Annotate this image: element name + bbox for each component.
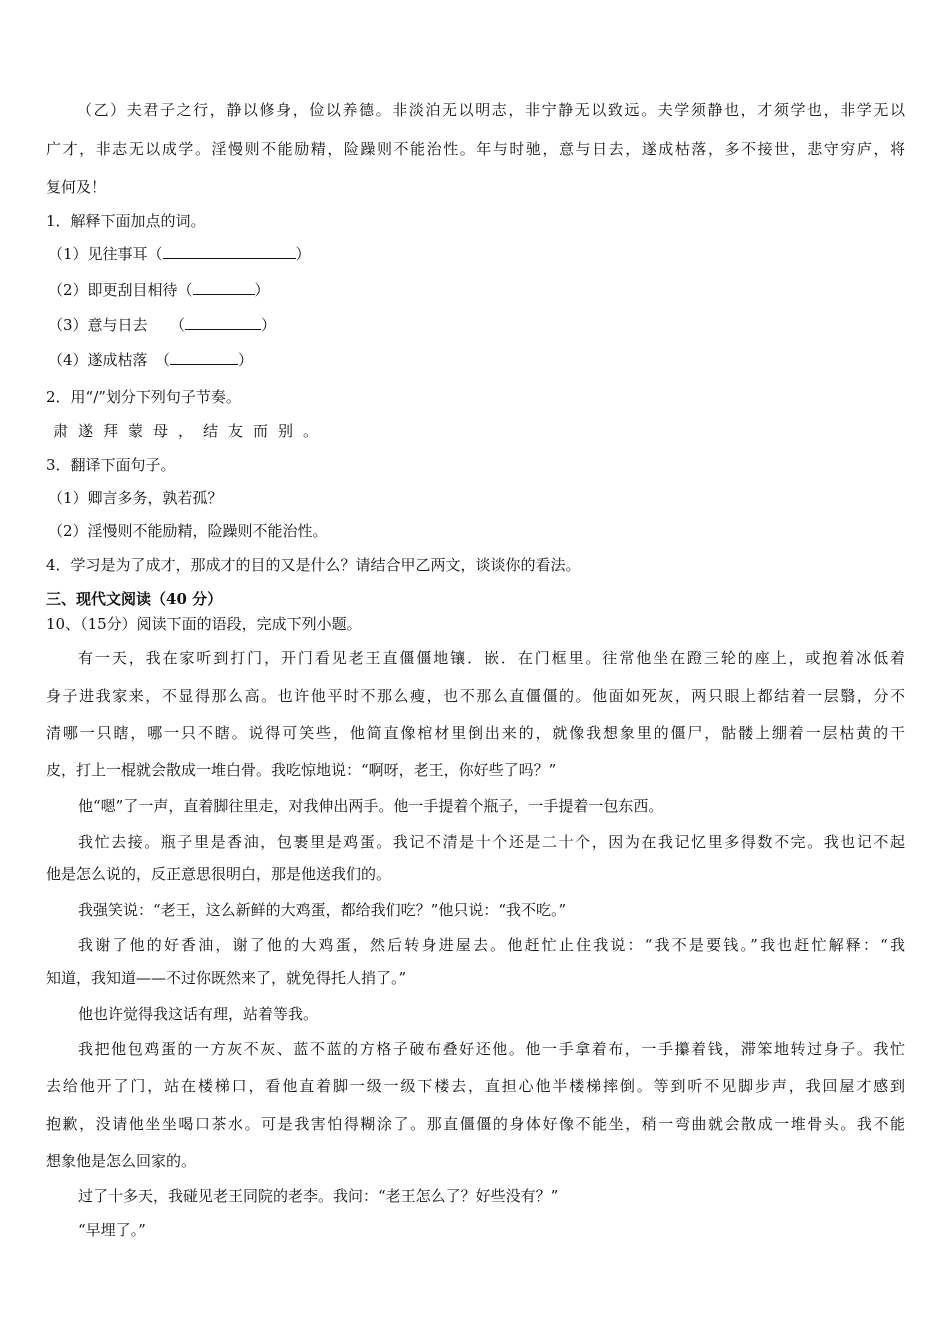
item-label: （3）意与日去 （ [48, 316, 186, 334]
passage-yi-line-2: 广才，非志无以成学。淫慢则不能励精，险躁则不能治性。年与时驰，意与日去，遂成枯落，多不接世，悲守穷庐，将 [46, 140, 905, 158]
item-close: ） [238, 351, 254, 369]
reading-p6: 他也许觉得我这话有理，站着等我。 [78, 1005, 319, 1023]
item-label: （1）见往事耳（ [48, 245, 163, 263]
reading-p8: 过了十多天，我碰见老王同院的老李。我问：“老王怎么了？好些没有？” [78, 1187, 559, 1205]
item-close: ） [261, 316, 277, 334]
question-1-item-2 [48, 280, 270, 300]
question-1-item-4 [48, 350, 253, 370]
passage-yi-line-3: 复何及！ [46, 178, 107, 196]
reading-p1-line-1: 有一天，我在家听到打门，开门看见老王直僵僵地镶．嵌．在门框里。往常他坐在蹬三轮的座上，或抱着冰低着 [78, 649, 905, 667]
answer-blank[interactable] [193, 280, 255, 295]
question-1-item-1 [48, 244, 311, 264]
reading-p4: 我强笑说：“老王，这么新鲜的大鸡蛋，都给我们吃？”他只说：“我不吃。” [78, 901, 567, 919]
question-4-stem: 4．学习是为了成才，那成才的目的又是什么？请结合甲乙两文，谈谈你的看法。 [46, 556, 581, 574]
question-3-item-2: （2）淫慢则不能励精，险躁则不能治性。 [48, 522, 328, 540]
reading-p1-line-4: 皮，打上一棍就会散成一堆白骨。我吃惊地说：“啊呀，老王，你好些了吗？” [46, 761, 557, 779]
item-label: （4）遂成枯落 （ [48, 351, 171, 369]
answer-blank[interactable] [185, 315, 261, 330]
section-3-heading: 三、现代文阅读（40 分） [46, 590, 223, 608]
item-close: ） [295, 245, 311, 263]
reading-p5-line-2: 知道，我知道——不过你既然来了，就免得托人捎了。” [46, 969, 407, 987]
reading-p3-line-2: 他是怎么说的，反正意思很明白，那是他送我们的。 [46, 865, 392, 883]
reading-p7-line-1: 我把他包鸡蛋的一方灰不灰、蓝不蓝的方格子破布叠好还他。他一手拿着布，一手攥着钱，滞笨地转过身子。我忙 [78, 1040, 905, 1058]
reading-p3-line-1: 我忙去接。瓶子里是香油，包裹里是鸡蛋。我记不清是十个还是二十个，因为在我记忆里多得数不完。我也记不起 [78, 833, 905, 851]
question-3-item-1: （1）卿言多务，孰若孤？ [48, 489, 223, 507]
question-3-stem: 3．翻译下面句子。 [46, 456, 176, 474]
item-close: ） [254, 281, 270, 299]
reading-p9: “早埋了。” [78, 1221, 146, 1239]
question-1-item-3 [48, 315, 276, 335]
question-10-intro: 10、（15分）阅读下面的语段，完成下列小题。 [46, 615, 362, 633]
answer-blank[interactable] [170, 350, 238, 365]
reading-p7-line-3: 抱歉，没请他坐坐喝口茶水。可是我害怕得糊涂了。那直僵僵的身体好像不能坐，稍一弯曲就会散成一堆骨头。我不能 [46, 1115, 905, 1133]
question-2-sentence: 肃遂拜蒙母，结友而别。 [53, 422, 329, 440]
reading-p7-line-4: 想象他是怎么回家的。 [46, 1152, 197, 1170]
item-label: （2）即更刮目相待（ [48, 281, 193, 299]
reading-p5-line-1: 我谢了他的好香油，谢了他的大鸡蛋，然后转身进屋去。他赶忙止住我说：“我不是要钱。”我也赶忙解释：“我 [78, 936, 905, 954]
reading-p7-line-2: 去给他开了门，站在楼梯口，看他直着脚一级一级下楼去，直担心他半楼梯摔倒。等到听不见脚步声，我回屋才感到 [46, 1077, 905, 1095]
answer-blank[interactable] [163, 244, 296, 259]
reading-p1-line-3: 清哪一只瞎，哪一只不瞎。说得可笑些，他简直像棺材里倒出来的，就像我想象里的僵尸，骷髅上绷着一层枯黄的干 [46, 724, 905, 742]
passage-yi-line-1: （乙）夫君子之行，静以修身，俭以养德。非淡泊无以明志，非宁静无以致远。夫学须静也，才须学也，非学无以 [77, 101, 905, 119]
reading-p1-line-2: 身子进我家来，不显得那么高。也许他平时不那么瘦，也不那么直僵僵的。他面如死灰，两只眼上都结着一层翳，分不 [46, 687, 905, 705]
question-2-stem: 2．用“/”划分下列句子节奏。 [46, 388, 241, 406]
question-1-stem: 1．解释下面加点的词。 [46, 212, 206, 230]
reading-p2: 他“嗯”了一声，直着脚往里走，对我伸出两手。他一手提着个瓶子，一手提着一包东西。 [78, 797, 664, 815]
